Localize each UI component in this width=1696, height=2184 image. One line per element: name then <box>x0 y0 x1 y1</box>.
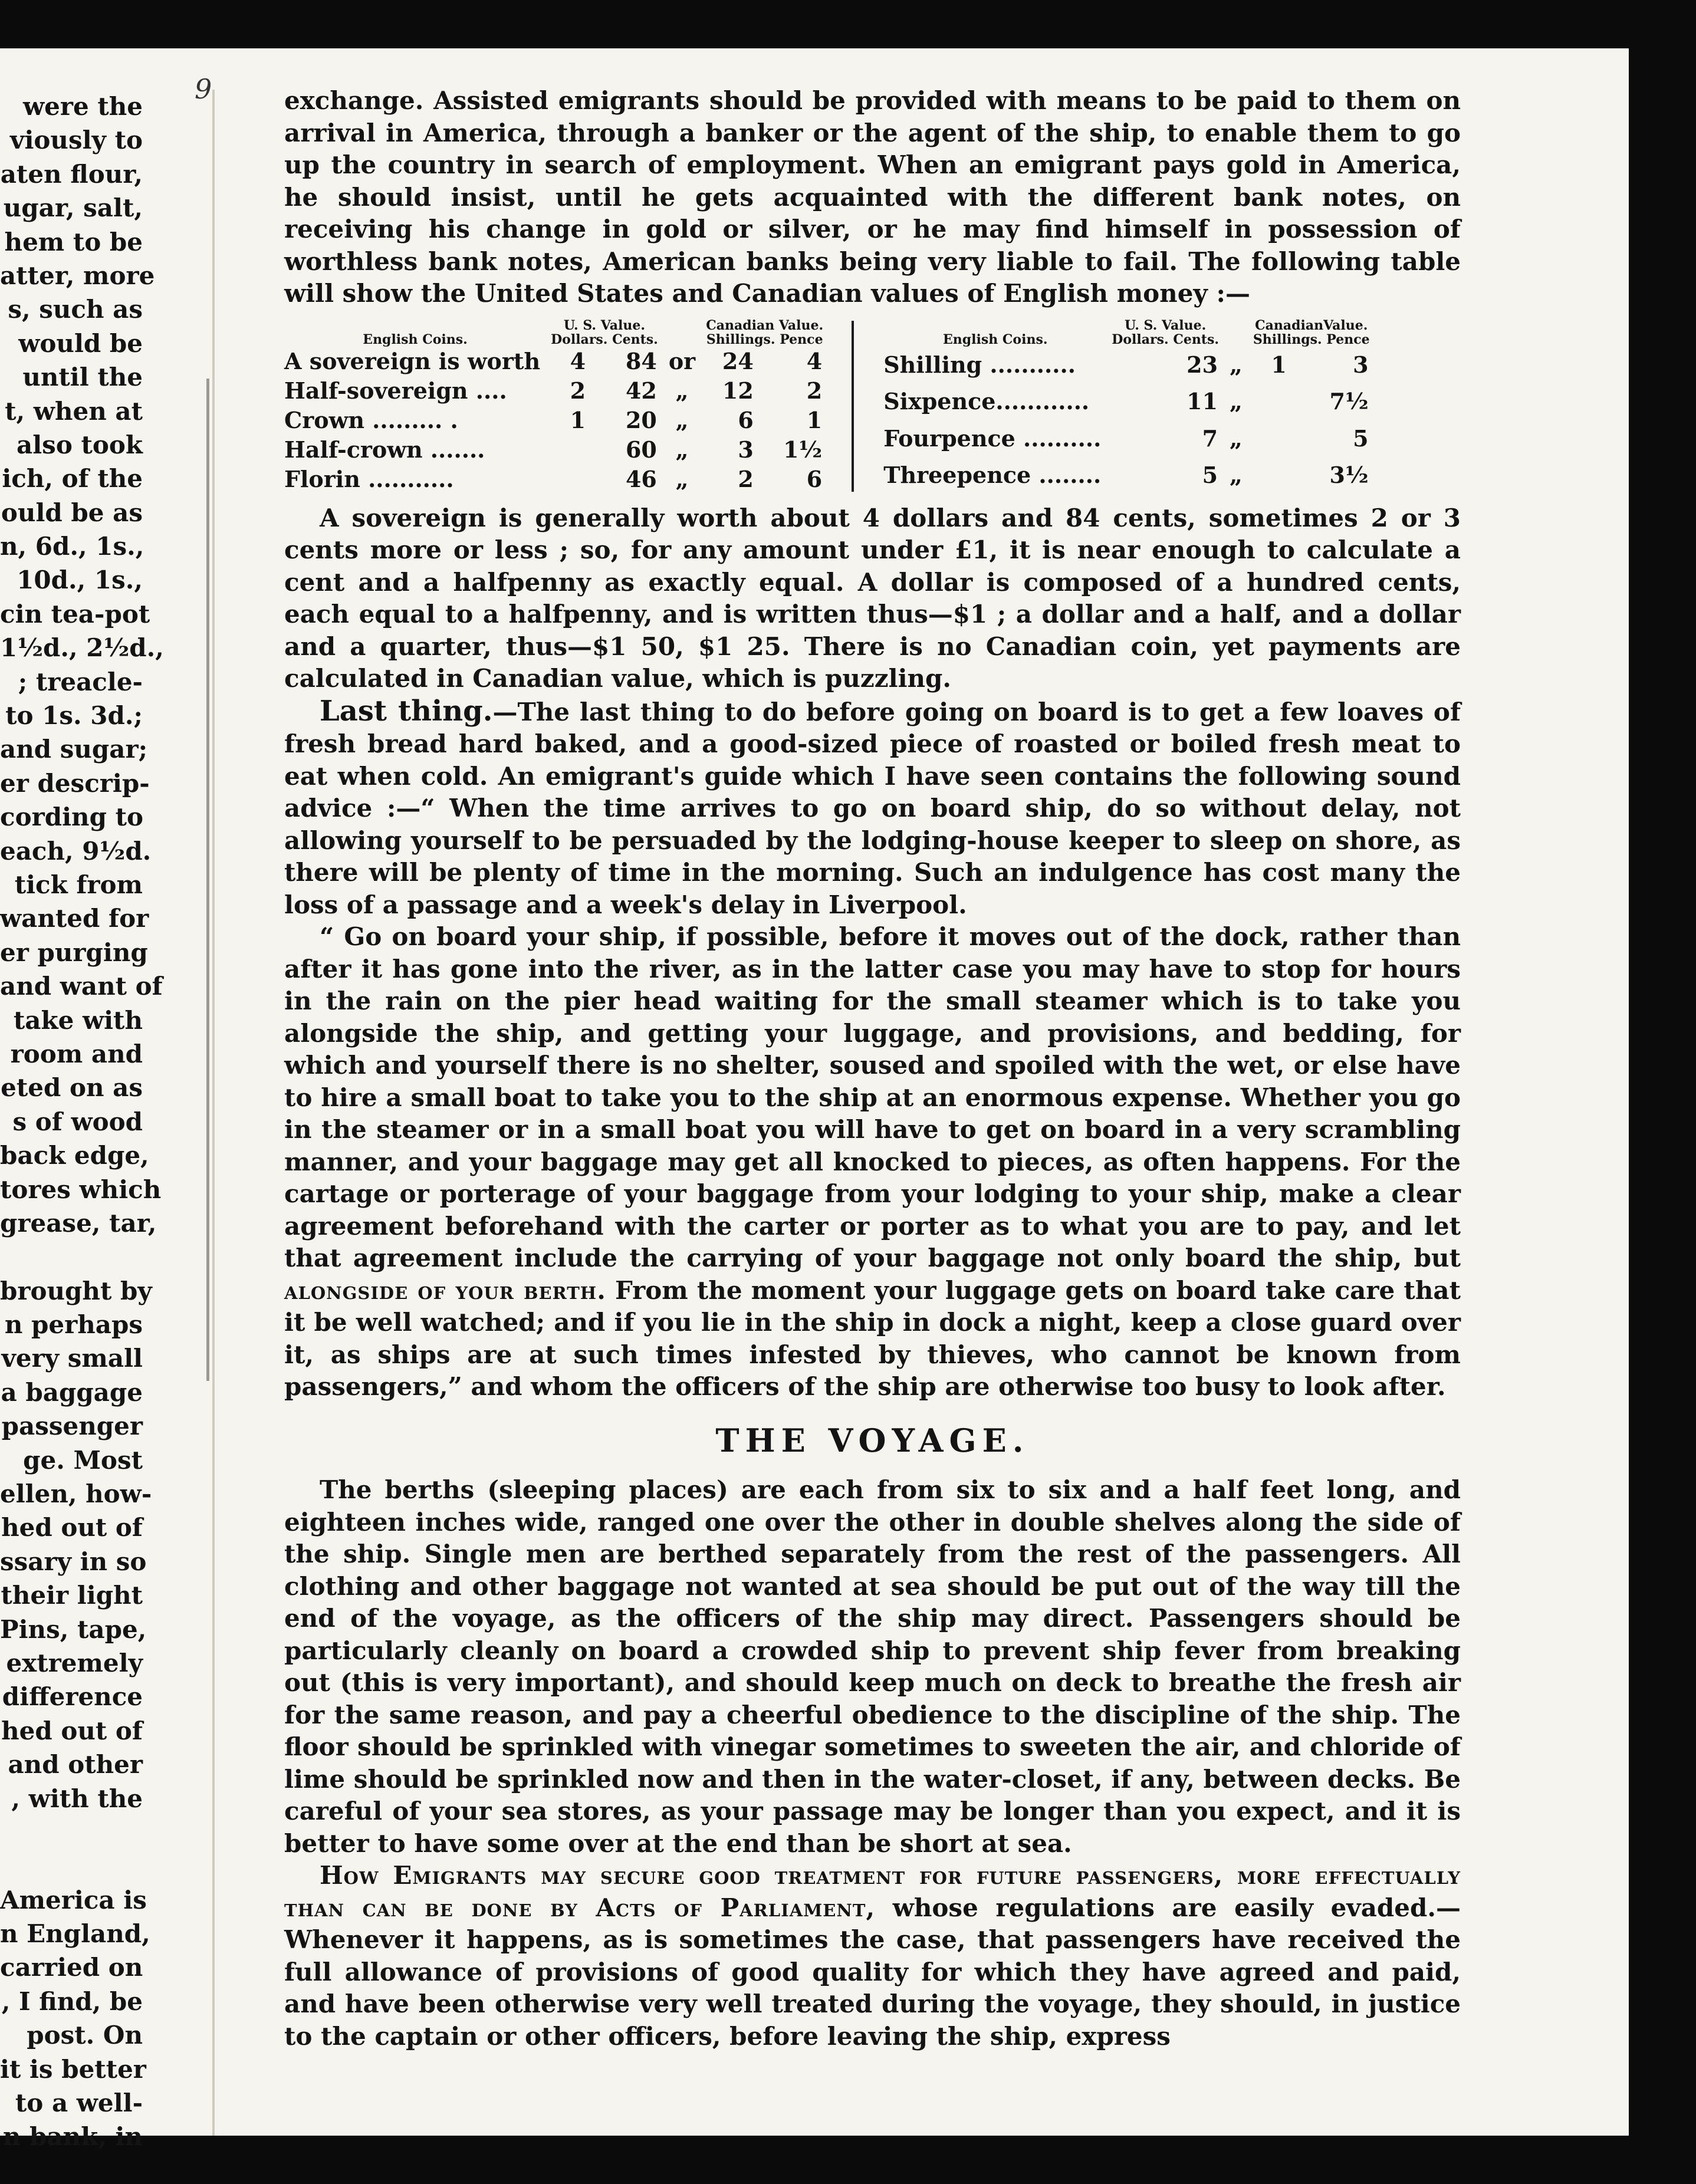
cell-pence: 5 <box>1353 425 1369 452</box>
cell-shillings <box>1248 457 1293 494</box>
col-header-us: U. S. Value. <box>1125 317 1207 333</box>
paragraph-sovereign-value: A sovereign is generally worth about 4 dollars and 84 cents, sometimes 2 or 3 cents more or less ; so, for any amount under £1, it is near enough to calculate a cent and a halfpenny as exactly equal. A dollar is composed of a hundred cents, each equal to a halfpenny, and is written thus—$1 ; a dollar and a half, and a dollar and a quarter, thus—$1 50, $1 25. There is no Canadian coin, yet payments are calculated in Canadian value, which is puzzling. <box>284 503 1461 693</box>
left-column-line <box>0 1849 212 1883</box>
col-header-ca: CanadianValue. <box>1255 317 1368 333</box>
cell-sep: „ <box>1230 388 1243 415</box>
left-column-line: s of wood <box>12 1107 143 1136</box>
cell-pence: 3½ <box>1329 462 1369 489</box>
left-column-line: atter, more <box>0 261 155 290</box>
cell-cents: 60 <box>625 436 657 463</box>
cell-coin: Florin ........... <box>284 465 454 492</box>
paragraph-lead: Last thing. <box>320 694 493 728</box>
left-column-line: and sugar; <box>0 735 148 764</box>
cell-sep: „ <box>675 465 689 492</box>
left-column-line: hem to be <box>4 227 143 256</box>
left-column-line: each, 9½d. <box>0 836 152 866</box>
left-column-line: 10d., 1s., <box>17 565 143 595</box>
page-margin-mark: 9 <box>195 73 212 105</box>
left-column-line: n England, <box>0 1919 150 1949</box>
left-column-line: to 1s. 3d.; <box>5 701 143 731</box>
left-column-line: grease, tar, <box>0 1208 157 1238</box>
cell-shillings: 6 <box>738 406 754 433</box>
left-column-line: post. On <box>27 2021 143 2050</box>
left-column-line: , I find, be <box>1 1986 143 2016</box>
left-column-line: would be <box>18 328 143 358</box>
cell-sep: „ <box>1230 462 1243 489</box>
left-column-line: until the <box>22 363 143 392</box>
cell-coin: Half-crown ....... <box>284 436 485 463</box>
coin-row <box>284 376 828 406</box>
left-column-line: to a well- <box>15 2088 143 2118</box>
paragraph-berths: The berths (sleeping places) are each from six to six and a half feet long, and eighteen inches wide, ranged one over the other in double shelves along the side of the ship. Single men are berthed separately from the rest of the passengers. All clothing and other baggage not wanted at sea should be put out of the way till the end of the voyage, as the officers of the ship may direct. Passengers should be particularly cleanly on board a crowded ship to prevent ship fever from breaking out (this is very important), and should keep much on deck to breathe the fresh air for the same reason, and pay a cheerful obedience to the discipline of the ship. The floor should be sprinkled with vinegar sometimes to sweeten the air, and chloride of lime should be sprinkled now and then in the water-closet, if any, between decks. Be careful of your sea stores, as your passage may be longer than you expect, and it is better to have some over at the end than be short at sea. <box>284 1475 1461 1858</box>
left-column-line: t, when at <box>5 396 143 426</box>
coin-value-table <box>284 318 1461 494</box>
left-column-line: also took <box>17 430 143 459</box>
cell-coin: Sixpence............ <box>883 388 1090 415</box>
cell-coin: A sovereign is worth <box>284 347 541 374</box>
cell-pence: 7½ <box>1329 388 1369 415</box>
small-caps-phrase: alongside of your berth. <box>284 1275 606 1305</box>
left-adjacent-column <box>0 90 215 2152</box>
left-column-line: very small <box>1 1344 143 1373</box>
left-column-line: difference <box>2 1682 143 1712</box>
paragraph-body: “ Go on board your ship, if possible, before it moves out of the dock, rather than after it has gone into the river, as in the latter case you may have to stop for hours in the rain on the pier head waiting for the small steamer which is to take you alongside the ship, and getting your luggage, and provisions, and bedding, for which and yourself there is no shelter, soused and spoiled with the wet, or else have to hire a small boat to take you to the ship at an enormous expense. Whether you go in the steamer or in a small boat you will have to get on board in a very scrambling manner, and your baggage may get all knocked to pieces, as often happens. For the cartage or porterage of your baggage from your lodging to your ship, make a clear agreement beforehand with the carter or porter as to what you are to pay, and let that agreement include the carrying of your baggage not only board the ship, but <box>284 922 1461 1272</box>
cell-dollars: 4 <box>570 347 586 374</box>
cell-shillings: 24 <box>722 347 754 374</box>
cell-pence: 3 <box>1353 351 1369 378</box>
coin-row <box>883 457 1374 494</box>
left-column-line <box>0 1240 212 1274</box>
col-subheader-us: Dollars. Cents. <box>1112 331 1220 347</box>
col-header-coins: English Coins. <box>943 331 1048 347</box>
cell-shillings: 12 <box>722 377 754 404</box>
cell-cents: 5 <box>1202 462 1218 489</box>
left-column-line: hed out of <box>1 1716 143 1745</box>
cell-cents: 84 <box>625 347 657 374</box>
left-column-line: ssary in so <box>0 1547 147 1576</box>
left-column-line: ; treacle- <box>18 667 143 696</box>
left-column-line: take with <box>13 1005 143 1035</box>
left-column-line: er descrip- <box>0 768 150 798</box>
cell-sep: „ <box>1230 425 1243 452</box>
left-column-line: eted on as <box>1 1073 143 1103</box>
cell-shillings <box>1248 420 1293 458</box>
table-divider <box>852 321 854 492</box>
coin-row <box>284 465 828 494</box>
coin-row <box>883 383 1374 420</box>
left-column-line: tores which <box>0 1175 162 1204</box>
col-header-coins: English Coins. <box>363 331 468 347</box>
coin-row <box>883 420 1374 458</box>
paragraph-body-continued: From the moment your luggage gets on board take care that it be well watched; and if you lie in the ship in dock a night, keep a close guard over it, as ships are at such times infested by thieves, who cannot be known from passengers,” and whom the officers of the ship are otherwise too busy to look after. <box>284 1275 1461 1401</box>
cell-sep: „ <box>675 377 689 404</box>
left-column-line: wanted for <box>0 904 149 933</box>
cell-dollars <box>1107 457 1132 494</box>
page-fold-line <box>206 379 209 1381</box>
cell-shillings <box>1248 383 1293 420</box>
main-text-column <box>284 85 1461 2053</box>
coin-row <box>883 347 1374 384</box>
coin-row <box>284 406 828 435</box>
cell-coin: Half-sovereign .... <box>284 377 507 404</box>
cell-cents: 42 <box>625 377 657 404</box>
left-column-line: s, such as <box>8 295 143 324</box>
cell-coin: Threepence ........ <box>883 462 1102 489</box>
cell-dollars <box>546 435 591 465</box>
coin-table-right <box>883 318 1374 494</box>
cell-sep: „ <box>1230 351 1243 378</box>
left-column-line: Pins, tape, <box>0 1614 147 1644</box>
cell-pence: 4 <box>806 347 823 374</box>
cell-dollars <box>546 465 591 494</box>
cell-shillings: 2 <box>738 465 754 492</box>
coin-row <box>284 347 828 376</box>
paragraph-exchange: exchange. Assisted emigrants should be provided with means to be paid to them on arrival in America, through a banker or the agent of the ship, to enable them to go up the country in search of employment. When an emigrant pays gold in America, he should insist, until he gets acquainted with the different bank notes, on receiving his change in gold or silver, or he may find himself in possession of worthless bank notes, American banks being very liable to fail. The following table will show the United States and Canadian values of English money :— <box>284 86 1461 308</box>
left-column-line: it is better <box>0 2054 146 2084</box>
cell-sep: or <box>668 347 696 374</box>
cell-dollars <box>1107 347 1132 384</box>
paragraph-body: whose regulations are easily evaded.—Whenever it happens, as is sometimes the case, that passengers have received the full allowance of provisions of good quality for which they have agreed and paid, and have been otherwise very well treated during the voyage, they should, in justice to the captain or other officers, before leaving the ship, express <box>284 1893 1461 2051</box>
paragraph-body: —The last thing to do before going on board is to get a few loaves of fresh bread hard baked, and a good-sized piece of roasted or boiled fresh meat to eat when cold. An emigrant's guide which I have seen contains the following sound advice :—“ When the time arrives to go on board ship, do so without delay, not allowing yourself to be persuaded by the lodging-house keeper to sleep on shore, as there will be plenty of time in the morning. Such an indulgence has cost many the loss of a passage and a week's delay in Liverpool. <box>284 697 1461 919</box>
cell-pence: 2 <box>806 377 823 404</box>
left-column-line: cording to <box>0 802 143 832</box>
cell-pence: 1½ <box>783 436 823 463</box>
left-column-line: viously to <box>10 126 143 155</box>
left-column-line: America is <box>0 1885 147 1915</box>
left-column-line: their light <box>1 1581 143 1610</box>
cell-sep: „ <box>675 406 689 433</box>
cell-cents: 7 <box>1202 425 1218 452</box>
paragraph-last-thing <box>284 695 1461 922</box>
cell-cents: 20 <box>625 406 657 433</box>
cell-dollars: 1 <box>570 406 586 433</box>
coin-table-left <box>284 318 828 494</box>
left-column-line: a baggage <box>1 1377 143 1407</box>
cell-cents: 11 <box>1186 388 1218 415</box>
section-heading: THE VOYAGE. <box>715 1421 1030 1459</box>
left-column-line: and other <box>8 1750 143 1780</box>
left-column-line: were the <box>22 92 143 121</box>
small-caps-lead: How Emigrants may secure good treatment for future passengers, more effectually than can be done by Acts of Parliament, <box>284 1861 1461 1922</box>
col-header-us: U. S. Value. <box>563 317 646 333</box>
left-column-line: room and <box>10 1039 143 1068</box>
cell-coin: Fourpence .......... <box>883 425 1102 452</box>
left-column-line: 1½d., 2½d., <box>0 633 164 663</box>
left-column-line: ellen, how- <box>0 1479 152 1509</box>
cell-coin: Crown ......... . <box>284 406 458 433</box>
left-column-line <box>0 1815 212 1849</box>
left-column-line: and want of <box>0 972 163 1001</box>
left-column-line: hed out of <box>1 1513 143 1542</box>
cell-dollars: 2 <box>570 377 586 404</box>
left-column-line: er purging <box>0 938 148 967</box>
left-column-line: , with the <box>11 1784 143 1813</box>
cell-sep: „ <box>675 436 689 463</box>
cell-dollars <box>1107 383 1132 420</box>
left-column-line: carried on <box>0 1953 143 1982</box>
col-subheader-us: Dollars. Cents. <box>551 331 658 347</box>
left-column-line: cin tea-pot <box>0 599 150 629</box>
col-subheader-ca: Shillings. Pence <box>1253 331 1370 347</box>
left-column-line: n bank, in <box>2 2122 143 2152</box>
cell-cents: 23 <box>1186 351 1218 378</box>
cell-cents: 46 <box>625 465 657 492</box>
col-header-ca: Canadian Value. <box>706 317 824 333</box>
cell-pence: 6 <box>806 465 823 492</box>
scanned-page <box>0 48 1629 2152</box>
left-column-line: n perhaps <box>4 1310 143 1340</box>
cell-shillings: 1 <box>1271 351 1287 378</box>
col-subheader-ca: Shillings. Pence <box>706 331 823 347</box>
coin-row <box>284 435 828 465</box>
cell-coin: Shilling ........... <box>883 351 1076 378</box>
cell-dollars <box>1107 420 1132 458</box>
left-column-line: ge. Most <box>23 1445 143 1475</box>
cell-pence: 1 <box>806 406 823 433</box>
left-column-line: n, 6d., 1s., <box>0 532 144 561</box>
left-column-line: extremely <box>6 1648 143 1678</box>
paragraph-good-treatment <box>284 1860 1461 2053</box>
left-column-line: back edge, <box>0 1141 149 1170</box>
left-column-line: brought by <box>0 1276 152 1305</box>
left-column-line: ugar, salt, <box>3 193 143 223</box>
cell-shillings: 3 <box>738 436 754 463</box>
left-column-line: ould be as <box>1 498 143 527</box>
left-column-line: passenger <box>1 1412 143 1441</box>
paragraph-go-on-board <box>284 921 1461 1403</box>
left-column-line: aten flour, <box>0 159 143 189</box>
left-column-line: tick from <box>14 870 143 899</box>
left-column-line: ich, of the <box>2 464 143 494</box>
